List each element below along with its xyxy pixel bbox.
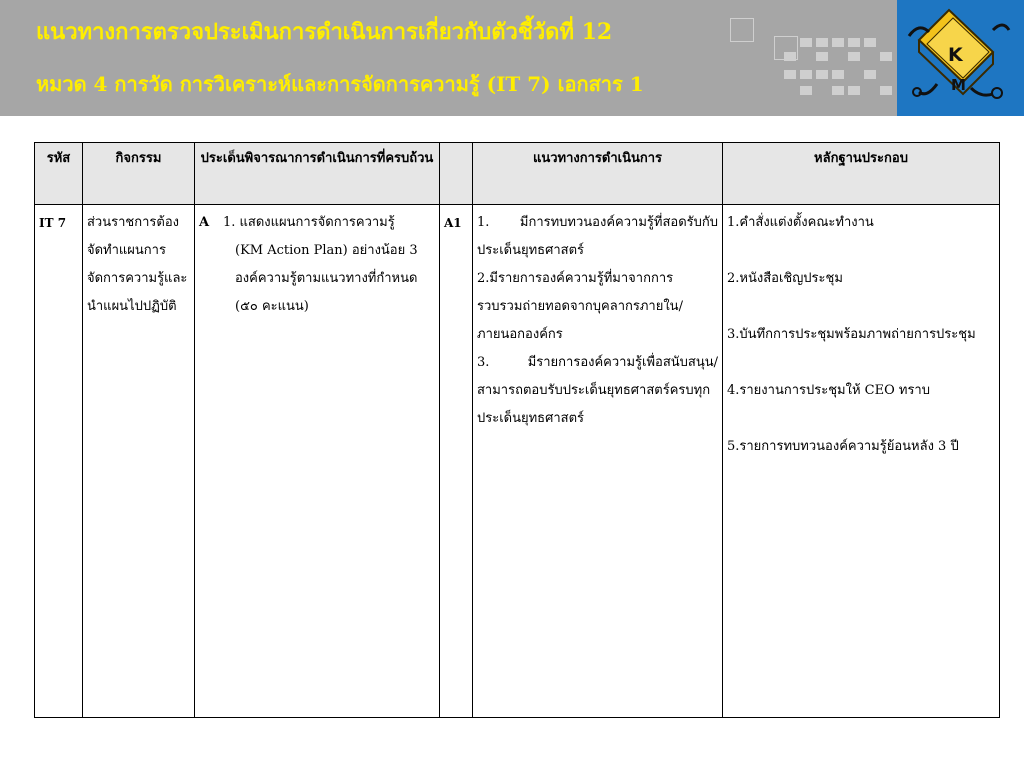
consideration-block (199, 209, 435, 321)
cell-activity (83, 205, 195, 718)
consideration-body: (KM Action Plan) อย่างน้อย 3 องค์ความรู้ตามแนวทางที่กำหนด (235, 243, 418, 286)
evidence-item: 4.รายงานการประชุมให้ CEO ทราบ (727, 383, 930, 398)
header-guidelines: แนวทางการดำเนินการ (473, 143, 723, 205)
slide-header (0, 0, 1024, 116)
cell-evidence (723, 205, 1000, 718)
consideration-score: (๕๐ คะแนน) (235, 299, 309, 314)
guideline-item: 2.มีรายการองค์ความรู้ที่มาจากการรวบรวมถ่ายทอดจากบุคลากรภายใน/ภายนอกองค์กร (477, 271, 683, 342)
header-considerations: ประเด็นพิจารณาการดำเนินการที่ครบถ้วน (195, 143, 440, 205)
cell-code (35, 205, 83, 718)
header-activity: กิจกรรม (83, 143, 195, 205)
table-header-row (35, 143, 1000, 205)
logo-letter-k: K (948, 44, 963, 66)
header-blank (440, 143, 473, 205)
header-evidence: หลักฐานประกอบ (723, 143, 1000, 205)
cell-considerations (195, 205, 440, 718)
indicator-code: IT 7 (39, 216, 67, 230)
header-code: รหัส (35, 143, 83, 205)
evidence-item: 3.บันทึกการประชุมพร้อมภาพถ่ายการประชุม (727, 327, 976, 342)
consideration-title: 1. แสดงแผนการจัดการความรู้ (223, 215, 395, 230)
slide-title: แนวทางการตรวจประเมินการดำเนินการเกี่ยวกับตัวชี้วัดที่ 12 (36, 19, 613, 45)
activity-text: ส่วนราชการต้องจัดทำแผนการจัดการความรู้และนำแผนไปปฏิบัติ (87, 215, 188, 314)
guideline-code: A1 (444, 216, 462, 230)
evaluation-table (34, 142, 1000, 718)
slide-subtitle: หมวด 4 การวัด การวิเคราะห์และการจัดการความรู้ (IT 7) เอกสาร 1 (36, 72, 644, 96)
decorative-squares (780, 22, 900, 106)
guideline-item: 3. มีรายการองค์ความรู้เพื่อสนับสนุน/ สามารถตอบรับประเด็นยุทธศาสตร์ครบทุกประเด็นยุทธศาสตร์ (477, 355, 718, 426)
cell-guideline-code (440, 205, 473, 718)
guideline-item: 1. มีการทบทวนองค์ความรู้ที่สอดรับกับประเด็นยุทธศาสตร์ (477, 215, 718, 258)
evidence-item: 5.รายการทบทวนองค์ความรู้ย้อนหลัง 3 ปี (727, 439, 959, 454)
logo-letter-m: M (951, 76, 966, 94)
cell-guidelines (473, 205, 723, 718)
evidence-item: 2.หนังสือเชิญประชุม (727, 271, 843, 286)
table-row (35, 205, 1000, 718)
consideration-code: A (199, 215, 210, 230)
evidence-item: 1.คำสั่งแต่งตั้งคณะทำงาน (727, 215, 874, 230)
